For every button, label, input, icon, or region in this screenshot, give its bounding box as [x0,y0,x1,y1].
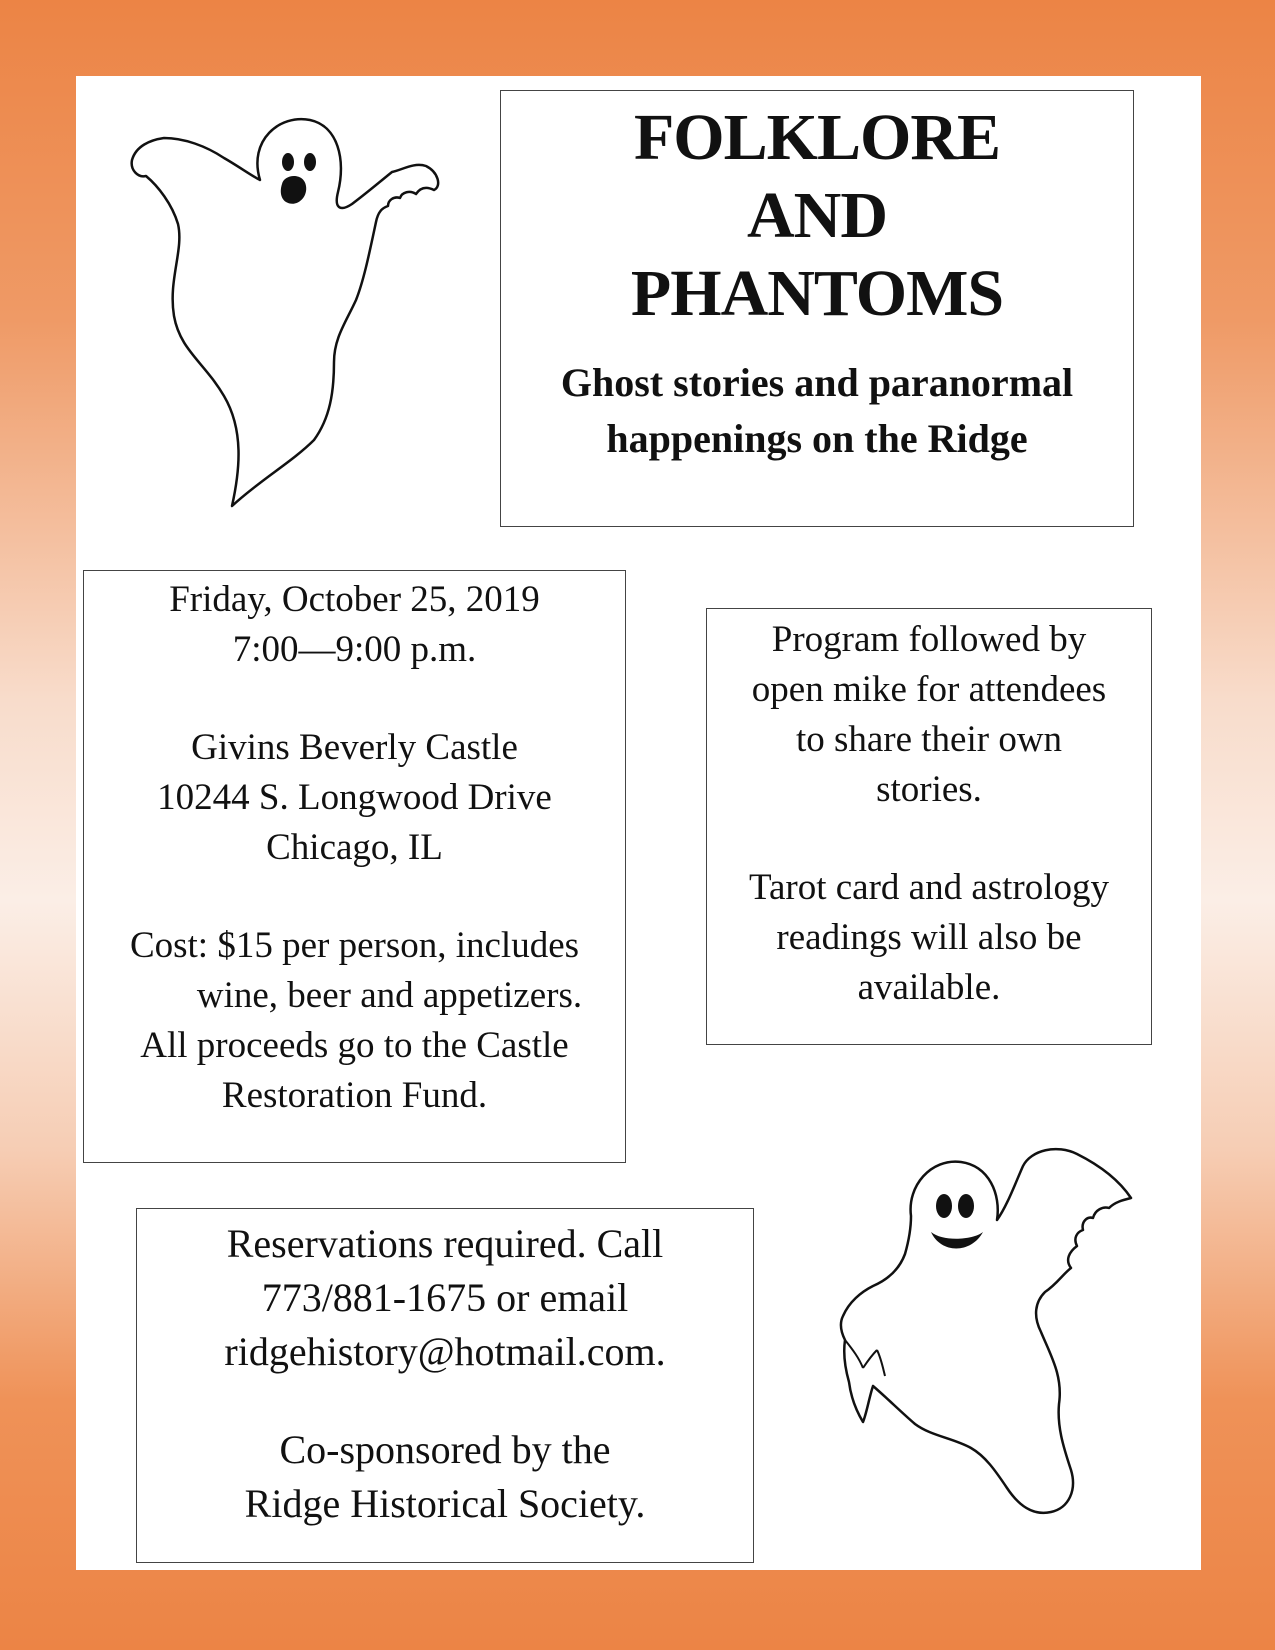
venue-name: Givins Beverly Castle [191,727,518,768]
program-line: open mike for attendees [751,669,1107,710]
reservation-phone-line: 773/881-1675 or email [261,1275,629,1320]
program-line: readings will also be [776,917,1082,958]
venue-city: Chicago, IL [266,827,443,868]
program-line: Program followed by [771,619,1087,660]
subtitle-line: Ghost stories and paranormal [560,360,1074,405]
title-line: PHANTOMS [630,257,1004,330]
ghost-icon [120,100,440,520]
subtitle-line: happenings on the Ridge [606,416,1028,461]
program-line: stories. [876,769,982,810]
event-date: Friday, October 25, 2019 [169,579,540,620]
reservation-email-line: ridgehistory@hotmail.com. [224,1329,666,1374]
cost-line: All proceeds go to the Castle [140,1025,569,1066]
smiling-ghost-icon [801,1136,1141,1556]
reservation-line: Reservations required. Call [226,1221,664,1266]
venue-address: 10244 S. Longwood Drive [157,777,552,818]
program-box [706,608,1152,1045]
title-box [500,90,1134,527]
title-line: AND [747,179,887,252]
program-line: to share their own [795,719,1063,760]
event-title [501,91,1133,333]
cost-line: Cost: $15 per person, includes [129,925,580,966]
cost-line: Restoration Fund. [221,1075,488,1116]
sponsor-line: Ridge Historical Society. [244,1481,646,1526]
flyer-page [76,76,1201,1570]
reservations-box [136,1208,754,1563]
event-details-box [83,570,626,1163]
title-line: FOLKLORE [633,101,1001,174]
event-time: 7:00—9:00 p.m. [232,629,477,670]
cost-line: wine, beer and appetizers. [196,975,583,1016]
sponsor-line: Co-sponsored by the [279,1427,611,1472]
program-line: Tarot card and astrology [748,867,1110,908]
event-subtitle [501,355,1133,467]
program-line: available. [857,967,1001,1008]
